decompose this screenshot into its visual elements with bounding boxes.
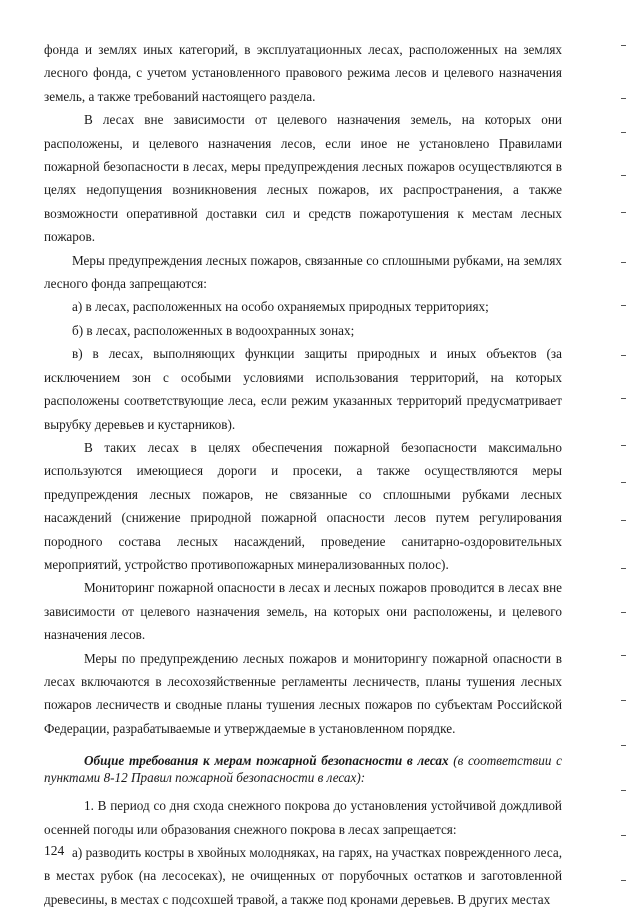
page-number: 124	[44, 843, 65, 858]
page-body	[44, 38, 562, 911]
list-item-a: а) в лесах, расположенных на особо охраняемых природных территориях;	[72, 299, 489, 315]
section-heading-title: Общие требования к мерам пожарной безопасности в лесах	[84, 753, 449, 769]
rule-1-item-a: а) разводить костры в хвойных молодняках, на гарях, на участках поврежденного леса, в местах рубок (на лесосеках), не очищенных от порубочных остатков и заготовленной древесины, в местах с подсохшей травой, а также под кронами деревьев. В других местах	[44, 845, 562, 907]
paragraph-3: Меры предупреждения лесных пожаров, связанные со сплошными рубками, на землях лесного фонда запрещаются:	[44, 252, 562, 292]
paragraph-1: фонда и землях иных категорий, в эксплуатационных лесах, расположенных на землях лесного фонда, с учетом установленного правового режима лесов и целевого назначения земель, а также требований настоящего раздела.	[44, 42, 562, 104]
paragraph-4: В таких лесах в целях обеспечения пожарной безопасности максимально используются имеющиеся дороги и просеки, а также осуществляются меры предупреждения лесных пожаров, не связанные со сплошными рубками лесных насаждений (снижение природной пожарной опасности лесов путем регулирования породного состава лесных насаждений, проведение санитарно-оздоровительных мероприятий, устройство противопожарных минерализованных полос).	[44, 439, 562, 572]
paragraph-5: Мониторинг пожарной опасности в лесах и лесных пожаров проводится в лесах вне зависимости от целевого назначения земель, на которых они расположены, и целевого назначения лесов.	[44, 580, 562, 643]
section-heading	[44, 752, 562, 786]
paragraph-6: Меры по предупреждению лесных пожаров и мониторингу пожарной опасности в лесах включаются в лесохозяйственные регламенты лесничеств, планы тушения лесных пожаров лесничеств и сводные планы тушения лесных пожаров по субъектам Российской Федерации, разрабатываемые и утверждаемые в установленном порядке.	[44, 650, 562, 736]
section-heading-source: (в соответствии с пунктами 8-12 Правил пожарной безопасности в лесах):	[44, 753, 562, 786]
list-item-v: в) в лесах, выполняющих функции защиты природных и иных объектов (за исключением зон с особыми условиями использования территорий, на которых расположены соответствующие леса, если режим указанных территорий предусматривает вырубку деревьев и кустарников).	[44, 346, 562, 432]
scan-edge-marks	[620, 0, 626, 905]
paragraph-2: В лесах вне зависимости от целевого назначения земель, на которых они расположены, и целевого назначения лесов, если иное не установлено Правилами пожарной безопасности в лесах, меры предупреждения лесных пожаров осуществляются в целях недопущения возникновения лесных пожаров, их распространения, а также возможности оперативной доставки сил и средств пожаротушения к местам лесных пожаров.	[44, 112, 562, 245]
list-item-b: б) в лесах, расположенных в водоохранных зонах;	[72, 322, 355, 338]
rule-1: 1. В период со дня схода снежного покрова до установления устойчивой дождливой осенней погоды или образования снежного покрова в лесах запрещается:	[44, 798, 562, 837]
